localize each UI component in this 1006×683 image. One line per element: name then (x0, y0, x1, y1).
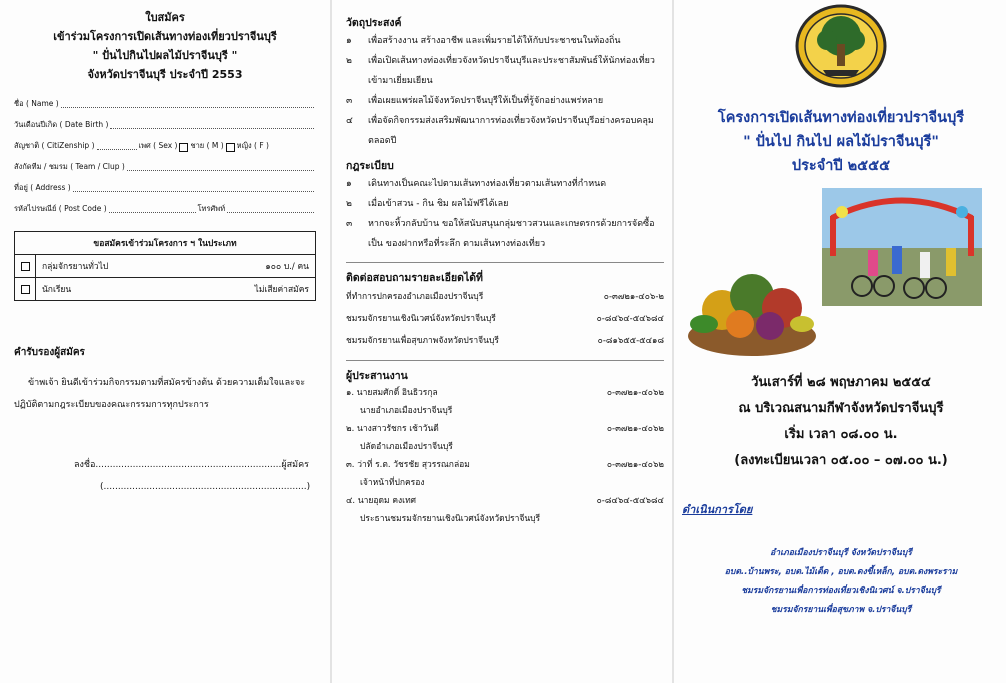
male-label: ชาย ( M ) (190, 141, 224, 150)
contact-heading: ติดต่อสอบถามรายละเอียดได้ที่ (346, 272, 483, 284)
objective-number: ๓ (346, 96, 353, 106)
nationality-label: สัญชาติ ( CitiZenship ) (14, 141, 95, 150)
coordinator-role-row (346, 510, 664, 528)
male-checkbox[interactable] (179, 143, 188, 152)
contact-phone: ๐-๓๗๒๑-๔๐๖-๒ (603, 292, 664, 302)
nationality-field[interactable] (14, 140, 316, 152)
objectives-list (346, 31, 664, 151)
coordinator-row (346, 420, 664, 438)
fruit-basket-image (682, 238, 820, 360)
coordinator-name: ๒. นางสาวรัชกร เช้าวันดี (346, 424, 439, 434)
coordinator-role: ปลัดอำเภอเมืองปราจีนบุรี (360, 442, 453, 452)
name-field[interactable] (14, 98, 316, 110)
rule-number: ๓ (346, 219, 353, 229)
event-date: วันเสาร์ที่ ๒๘ พฤษภาคม ๒๕๕๔ (751, 375, 931, 390)
contact-name: ชมรมจักรยานเพื่อสุขภาพจังหวัดปราจีนบุรี (346, 336, 499, 346)
student-checkbox[interactable] (21, 285, 30, 294)
female-label: หญิง ( F ) (236, 141, 269, 150)
province-seal-logo (795, 4, 887, 88)
objective-text: เพื่อสร้างงาน สร้างอาชีพ และเพิ่มรายได้ให้กับประชาชนในท้องถิ่น (368, 36, 621, 46)
event-venue: ณ บริเวณสนามกีฬาจังหวัดปราจีนบุรี (738, 401, 944, 416)
event-details (682, 370, 1000, 474)
rule-text: เมื่อเข้าสวน - กิน ชิม ผลไม้ฟรีได้เลย (368, 199, 509, 209)
postcode-field[interactable] (14, 203, 316, 215)
rule-text: เดินทางเป็นคณะไปตามเส้นทางท่องเที่ยวตามเส้นทางที่กำหนด (368, 179, 607, 189)
signature-line[interactable]: ลงชื่อ.................................................................ผู้สมัคร (74, 460, 309, 470)
team-field[interactable] (14, 161, 316, 173)
contact-phone: ๐-๘๑๖๕๕-๕๔๑๘ (597, 336, 664, 346)
rules-list (346, 174, 664, 254)
coordinator-row (346, 456, 664, 474)
contact-row (346, 308, 664, 330)
rule-item (346, 174, 664, 194)
objective-item (346, 111, 664, 151)
coordinator-row (346, 384, 664, 402)
contact-list (346, 286, 664, 352)
category-table (14, 231, 316, 301)
objective-number: ๒ (346, 56, 352, 66)
coordinator-role-row (346, 402, 664, 420)
organizer-item: ชมรมจักรยานเพื่อการท่องเที่ยวเชิงนิเวศน์ จ.ปราจีนบุรี (741, 586, 941, 596)
coordinator-phone: ๐-๘๔๖๔-๕๔๖๘๔ (596, 496, 664, 506)
phone-label: โทรศัพท์ (197, 204, 226, 213)
organizer-heading: ดำเนินการโดย (682, 503, 753, 516)
organizer-item: อำเภอเมืองปราจีนบุรี จังหวัดปราจีนบุรี (770, 548, 912, 558)
coordinators-heading: ผู้ประสานงาน (346, 370, 408, 382)
sex-label: เพศ ( Sex ) (138, 141, 178, 150)
coordinator-role: นายอำเภอเมืองปราจีนบุรี (360, 406, 453, 416)
coordinator-role-row (346, 474, 664, 492)
female-checkbox[interactable] (226, 143, 235, 152)
category-label: นักเรียน (42, 285, 72, 295)
coordinator-name: ๔. นายอุดม คงเทศ (346, 496, 417, 506)
contact-phone: ๐-๘๔๖๔-๕๔๖๘๔ (596, 314, 664, 324)
rule-item (346, 214, 664, 254)
organizer-item: อบต..บ้านพระ, อบต.ไม้เต็ด , อบต.ดงขี้เหล็ก, อบต.ดงพระราม (724, 567, 958, 577)
rule-text: หากจะหิ้วกลับบ้าน ขอให้สนับสนุนกลุ่มชาวสวนและเกษตรกรด้วยการจัดซื้อเป็น ของฝากหรือที่ระลึก ตามเส้นทางท่องเที่ยว (368, 219, 655, 249)
event-registration-time: (ลงทะเบียนเวลา ๐๕.๐๐ – ๐๗.๐๐ น.) (734, 453, 948, 468)
objectives-heading: วัตถุประสงค์ (346, 17, 402, 29)
form-title: ใบสมัคร (145, 11, 185, 24)
coordinator-phone: ๐-๓๗๒๑-๔๐๖๒ (606, 388, 664, 398)
photo-area (682, 188, 1000, 348)
cover-slogan: " ปั่นไป กินไป ผลไม้ปราจีนบุรี" (743, 134, 939, 150)
category-fee: ๑๐๐ บ./ คน (265, 262, 309, 272)
form-province-year: จังหวัดปราจีนบุรี ประจำปี 2553 (87, 68, 243, 81)
signature-block (14, 454, 316, 498)
objective-text: เพื่อจัดกิจกรรมส่งเสริมพัฒนาการท่องเที่ยวจังหวัดปราจีนบุรีอย่างครอบคลุมตลอดปี (368, 116, 654, 146)
contact-name: ที่ทำการปกครองอำเภอเมืองปราจีนบุรี (346, 292, 484, 302)
event-start-time: เริ่ม เวลา ๐๘.๐๐ น. (784, 427, 898, 442)
cyclists-photo (822, 188, 982, 306)
cover-year: ประจำปี ๒๕๕๕ (791, 158, 891, 174)
form-slogan: " ปั่นไปกินไปผลไม้ปราจีนบุรี " (92, 49, 238, 62)
category-row (15, 278, 315, 300)
address-field[interactable] (14, 182, 316, 194)
rule-number: ๒ (346, 199, 352, 209)
objective-number: ๑ (346, 36, 352, 46)
coordinator-role-row (346, 438, 664, 456)
coordinator-list (346, 384, 664, 528)
category-table-header: ขอสมัครเข้าร่วมโครงการ ฯ ในประเภท (15, 232, 315, 255)
application-form-panel (0, 0, 330, 683)
form-subtitle: เข้าร่วมโครงการเปิดเส้นทางท่องเที่ยวปราจีนบุรี (53, 30, 277, 43)
objective-number: ๔ (346, 116, 353, 126)
objective-item (346, 91, 664, 111)
name-label: ชื่อ ( Name ) (14, 99, 59, 108)
birth-field[interactable] (14, 119, 316, 131)
coordinator-phone: ๐-๓๗๒๑-๔๐๖๒ (606, 460, 664, 470)
certification-heading: คำรับรองผู้สมัคร (14, 347, 85, 358)
coordinator-row (346, 492, 664, 510)
certification-text: ข้าพเจ้า ยินดีเข้าร่วมกิจกรรมตามที่สมัครข้างต้น ด้วยความเต็มใจและจะปฏิบัติตามกฎระเบียบของคณะกรรมการทุกประการ (14, 378, 306, 410)
address-label: ที่อยู่ ( Address ) (14, 183, 71, 192)
category-label: กลุ่มจักรยานทั่วไป (42, 262, 109, 272)
birth-label: วันเดือนปีเกิด ( Date Birth ) (14, 120, 109, 129)
cover-title-line: โครงการเปิดเส้นทางท่องเที่ยวปราจีนบุรี (717, 110, 965, 126)
objective-item (346, 51, 664, 91)
category-fee: ไม่เสียค่าสมัคร (254, 285, 309, 295)
objective-item (346, 31, 664, 51)
contact-row (346, 286, 664, 308)
cover-title (682, 106, 1000, 178)
organizer-item: ชมรมจักรยานเพื่อสุขภาพ จ.ปราจีนบุรี (770, 605, 912, 615)
coordinator-role: เจ้าหน้าที่ปกครอง (360, 478, 425, 488)
organizer-list (682, 544, 1000, 620)
rule-item (346, 194, 664, 214)
coordinator-role: ประธานชมรมจักรยานเชิงนิเวศน์จังหวัดปราจีนบุรี (360, 514, 541, 524)
contact-name: ชมรมจักรยานเชิงนิเวศน์จังหวัดปราจีนบุรี (346, 314, 496, 324)
info-panel (332, 0, 672, 683)
cover-panel (674, 0, 1006, 683)
rule-number: ๑ (346, 179, 352, 189)
signature-name-line[interactable]: (.......................................................................) (100, 482, 311, 492)
rules-heading: กฎระเบียบ (346, 160, 394, 172)
general-checkbox[interactable] (21, 262, 30, 271)
category-row (15, 255, 315, 278)
team-label: สังกัดทีม / ชมรม ( Team / Clup ) (14, 162, 125, 171)
postcode-label: รหัสไปรษณีย์ ( Post Code ) (14, 204, 107, 213)
contact-row (346, 330, 664, 352)
coordinator-name: ๓. ว่าที่ ร.ต. วัชรชัย สุวรรณกล่อม (346, 460, 470, 470)
coordinator-name: ๑. นายสมศักดิ์ อินธิวรกุล (346, 388, 438, 398)
objective-text: เพื่อเปิดเส้นทางท่องเที่ยวจังหวัดปราจีนบุรีและประชาสัมพันธ์ให้นักท่องเที่ยวเข้ามาเยี่ยมเยียน (368, 56, 655, 86)
objective-text: เพื่อเผยแพร่ผลไม้จังหวัดปราจีนบุรีให้เป็นที่รู้จักอย่างแพร่หลาย (368, 96, 604, 106)
coordinator-phone: ๐-๓๗๒๑-๔๐๖๒ (606, 424, 664, 434)
